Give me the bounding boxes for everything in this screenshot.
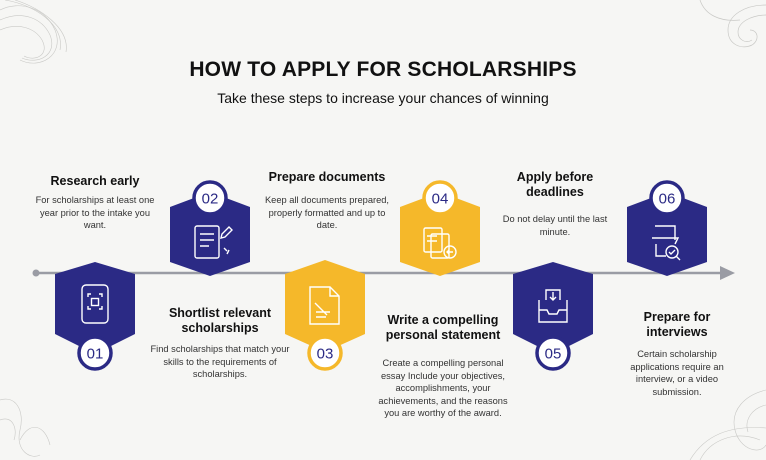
step-01-marker [55,262,135,369]
decorative-swirl-top-left [0,0,66,63]
step-06-marker [627,182,707,276]
step-02-title: Shortlist relevant scholarships [168,306,272,335]
step-02-marker [170,182,250,276]
timeline-arrow-head [720,266,735,280]
step-04-number: 04 [431,190,449,208]
step-05-description: Do not delay until the last minute. [502,214,608,237]
step-06-number: 06 [658,190,676,208]
step-04-description: Create a compelling personal essay Include your objectives, accomplishments, your achievements, and the reasons you are worthy of the award. [378,358,508,418]
decorative-swirl-bottom-left [0,399,50,456]
step-01-description: For scholarships at least one year prior to the intake you want. [35,195,155,230]
step-05-title: Apply before deadlines [516,170,594,199]
step-03-title: Prepare documents [268,170,386,184]
decorative-swirl-top-right [700,0,766,47]
step-04-marker [400,182,480,276]
step-03-marker [285,260,365,369]
step-03-description: Keep all documents prepared, properly formatted and up to date. [264,195,390,230]
step-05-marker [513,262,593,369]
step-04-title: Write a compelling personal statement [385,313,501,342]
step-03-number: 03 [316,345,334,363]
step-02-number: 02 [201,190,219,208]
step-06-description: Certain scholarship applications require an interview, or a video submission. [630,349,724,397]
decorative-swirl-bottom-right [690,390,766,460]
page-title: HOW TO APPLY FOR SCHOLARSHIPS [189,58,577,81]
step-02-description: Find scholarships that match your skills to the requirements of scholarships. [150,344,290,379]
step-01-title: Research early [50,174,140,188]
step-01-number: 01 [86,345,104,363]
step-05-number: 05 [544,345,562,363]
step-06-title: Prepare for interviews [643,310,711,339]
timeline-start-dot [33,270,40,277]
page-subtitle: Take these steps to increase your chances of winning [217,90,549,106]
